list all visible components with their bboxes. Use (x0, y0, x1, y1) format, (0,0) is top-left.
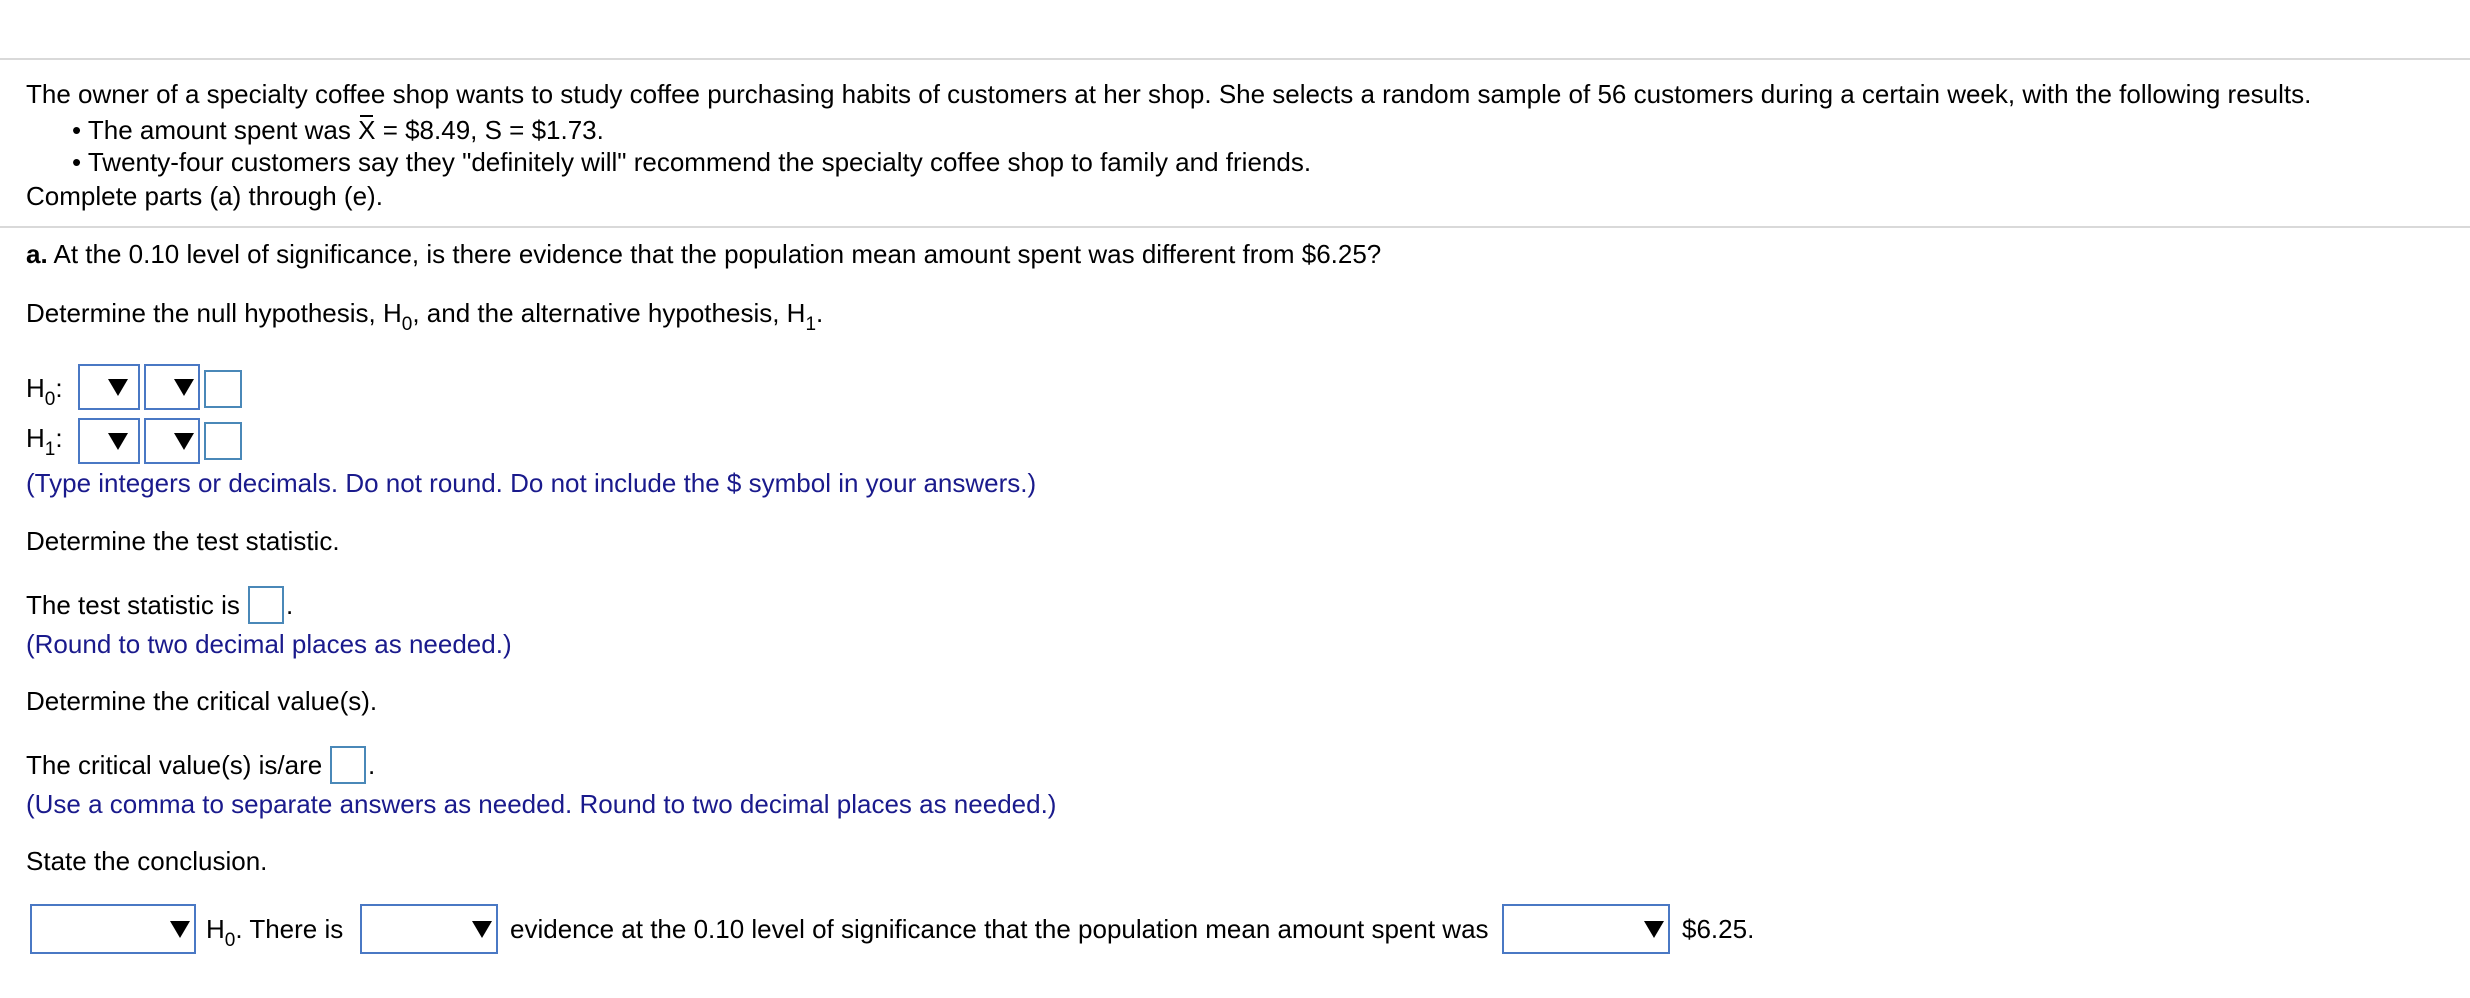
bullet-recommend: • Twenty-four customers say they "definitely will" recommend the specialty coffee shop to family and friends. (72, 147, 1312, 177)
bullet-amount-spent: • The amount spent was X = $8.49, S = $1.73. (72, 115, 604, 145)
h1-label: $H_1$: (26, 423, 63, 460)
intro-text: The owner of a specialty coffee shop wants to study coffee purchasing habits of customers at her shop. She selects a random sample of 56 customers during a certain week, with the following results. (26, 79, 2312, 109)
conclusion-middle-text: evidence at the 0.10 level of significance that the population mean amount spent was (510, 914, 1489, 944)
x-bar-symbol: X (358, 115, 376, 145)
conclusion-end-text: $6.25. (1682, 914, 1755, 944)
conclusion-reject-dropdown[interactable] (30, 904, 196, 954)
test-statistic-instruction: (Round to two decimal places as needed.) (26, 629, 512, 659)
conclusion-comparison-dropdown[interactable] (1502, 904, 1670, 954)
critical-value-heading: Determine the critical value(s). (26, 686, 378, 716)
conclusion-heading: State the conclusion. (26, 846, 268, 876)
test-statistic-input[interactable] (248, 586, 284, 624)
critical-value-prompt: The critical value(s) is/are (26, 750, 323, 780)
h1-relation-dropdown[interactable] (144, 418, 200, 464)
determine-hypotheses: Determine the null hypothesis, $H_0$, and the alternative hypothesis, $H_1$. (26, 298, 824, 335)
hypothesis-instruction: (Type integers or decimals. Do not round. Do not include the $ symbol in your answers.) (26, 468, 1037, 498)
h1-parameter-dropdown[interactable] (78, 418, 140, 464)
critical-value-input[interactable] (330, 746, 366, 784)
conclusion-h0-text: $H_0$. There is (206, 914, 344, 951)
complete-instruction: Complete parts (a) through (e). (26, 181, 383, 211)
h1-value-input[interactable] (204, 422, 242, 460)
section-divider (0, 226, 2470, 228)
critical-value-instruction: (Use a comma to separate answers as needed. Round to two decimal places as needed.) (26, 789, 1057, 819)
h0-label: $H_0$: (26, 373, 63, 410)
h0-parameter-dropdown[interactable] (78, 364, 140, 410)
test-statistic-period: . (286, 590, 294, 620)
test-statistic-heading: Determine the test statistic. (26, 526, 340, 556)
part-a-question: a. At the 0.10 level of significance, is there evidence that the population mean amount spent was different from $6.25? (26, 239, 1382, 269)
critical-value-period: . (368, 750, 376, 780)
conclusion-evidence-dropdown[interactable] (360, 904, 498, 954)
h0-relation-dropdown[interactable] (144, 364, 200, 410)
test-statistic-prompt: The test statistic is (26, 590, 240, 620)
top-bar (0, 0, 2470, 60)
h0-value-input[interactable] (204, 370, 242, 408)
